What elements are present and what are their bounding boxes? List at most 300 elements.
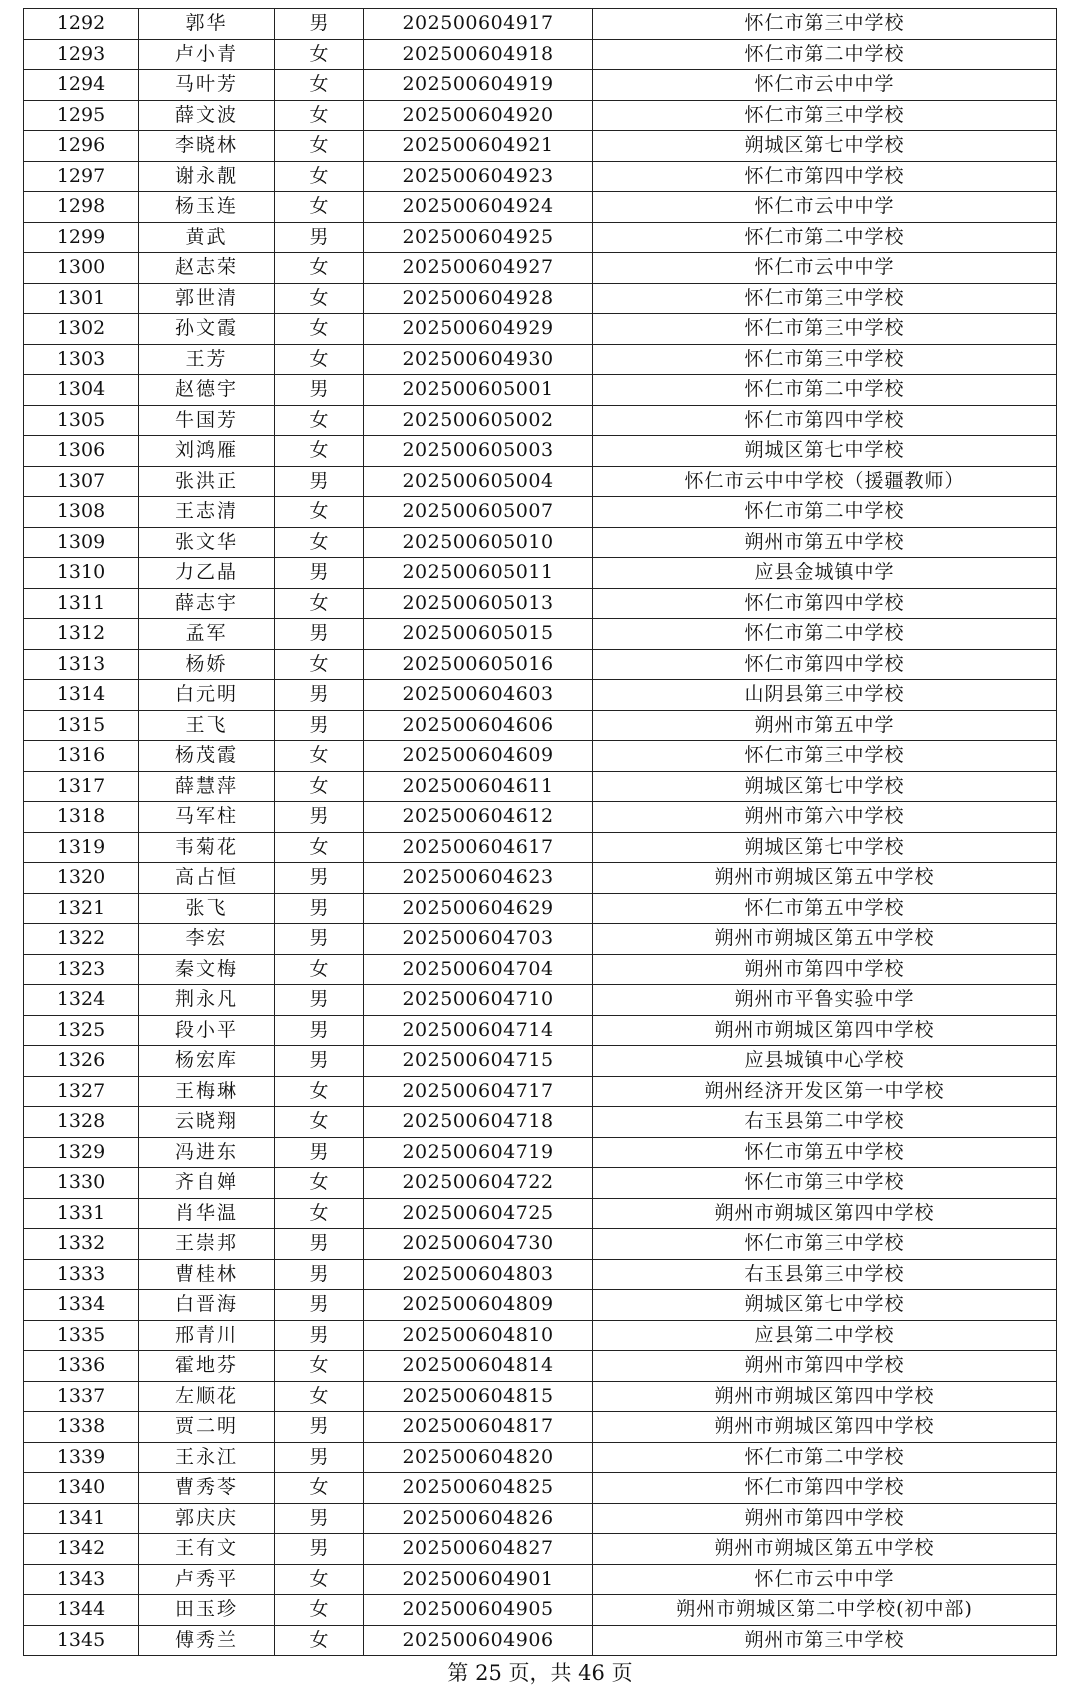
- school-cell: 朔州市朔城区第四中学校: [593, 1412, 1057, 1443]
- row-number-cell: 1320: [24, 863, 139, 894]
- row-number-cell: 1315: [24, 710, 139, 741]
- gender-cell: 男: [275, 1412, 364, 1443]
- row-number-cell: 1304: [24, 375, 139, 406]
- gender-cell: 男: [275, 619, 364, 650]
- name-text: 齐自婵: [174, 1171, 238, 1194]
- name-text: 卢小青: [174, 42, 238, 65]
- name-cell: [139, 985, 275, 1016]
- name-cell: [139, 527, 275, 558]
- name-text: 郭华: [185, 12, 228, 35]
- id-number-cell: 202500605010: [364, 527, 593, 558]
- gender-cell: 男: [275, 1015, 364, 1046]
- table-row: [24, 893, 1057, 924]
- name-text: 杨宏库: [174, 1049, 238, 1072]
- name-cell: [139, 436, 275, 467]
- row-number-cell: 1323: [24, 954, 139, 985]
- gender-cell: 男: [275, 9, 364, 40]
- row-number-cell: 1301: [24, 283, 139, 314]
- id-number-cell: 202500604820: [364, 1442, 593, 1473]
- row-number-cell: 1319: [24, 832, 139, 863]
- name-cell: [139, 832, 275, 863]
- row-number-cell: 1299: [24, 222, 139, 253]
- school-cell: 怀仁市第四中学校: [593, 1473, 1057, 1504]
- name-text: 力乙晶: [174, 561, 238, 584]
- row-number-cell: 1300: [24, 253, 139, 284]
- row-number-cell: 1298: [24, 192, 139, 223]
- id-number-cell: 202500604921: [364, 131, 593, 162]
- row-number-cell: 1314: [24, 680, 139, 711]
- gender-cell: 男: [275, 1503, 364, 1534]
- id-number-cell: 202500604725: [364, 1198, 593, 1229]
- name-text: 傅秀兰: [174, 1628, 238, 1651]
- name-text: 李晓林: [174, 134, 238, 157]
- table-row: [24, 741, 1057, 772]
- table-row: [24, 466, 1057, 497]
- name-text: 韦菊花: [174, 835, 238, 858]
- table-row: [24, 1168, 1057, 1199]
- school-cell: 怀仁市第三中学校: [593, 314, 1057, 345]
- school-cell: 朔州市朔城区第四中学校: [593, 1198, 1057, 1229]
- id-number-cell: 202500604810: [364, 1320, 593, 1351]
- table-row: [24, 1625, 1057, 1656]
- name-text: 张洪正: [174, 469, 238, 492]
- gender-cell: 女: [275, 1198, 364, 1229]
- id-number-cell: 202500604917: [364, 9, 593, 40]
- gender-cell: 女: [275, 70, 364, 101]
- id-number-cell: 202500604827: [364, 1534, 593, 1565]
- school-cell: 怀仁市第三中学校: [593, 283, 1057, 314]
- id-number-cell: 202500605011: [364, 558, 593, 589]
- id-number-cell: 202500604612: [364, 802, 593, 833]
- id-number-cell: 202500604704: [364, 954, 593, 985]
- gender-cell: 男: [275, 1137, 364, 1168]
- table-row: [24, 405, 1057, 436]
- name-cell: [139, 497, 275, 528]
- name-cell: [139, 1259, 275, 1290]
- row-number-cell: 1322: [24, 924, 139, 955]
- roster-table-body: [24, 9, 1057, 1656]
- id-number-cell: 202500604719: [364, 1137, 593, 1168]
- table-row: [24, 1229, 1057, 1260]
- row-number-cell: 1329: [24, 1137, 139, 1168]
- id-number-cell: 202500604710: [364, 985, 593, 1016]
- school-cell: 朔州市第三中学校: [593, 1625, 1057, 1656]
- school-cell: 应县第二中学校: [593, 1320, 1057, 1351]
- id-number-cell: 202500604623: [364, 863, 593, 894]
- row-number-cell: 1334: [24, 1290, 139, 1321]
- name-cell: [139, 649, 275, 680]
- row-number-cell: 1339: [24, 1442, 139, 1473]
- id-number-cell: 202500604609: [364, 741, 593, 772]
- id-number-cell: 202500604629: [364, 893, 593, 924]
- row-number-cell: 1297: [24, 161, 139, 192]
- row-number-cell: 1305: [24, 405, 139, 436]
- id-number-cell: 202500604929: [364, 314, 593, 345]
- school-cell: 朔州市朔城区第四中学校: [593, 1015, 1057, 1046]
- id-number-cell: 202500604925: [364, 222, 593, 253]
- row-number-cell: 1344: [24, 1595, 139, 1626]
- gender-cell: 女: [275, 253, 364, 284]
- name-cell: [139, 680, 275, 711]
- school-cell: 朔州市第五中学校: [593, 527, 1057, 558]
- name-cell: [139, 1595, 275, 1626]
- name-text: 赵德宇: [174, 378, 238, 401]
- name-cell: [139, 1046, 275, 1077]
- id-number-cell: 202500604722: [364, 1168, 593, 1199]
- school-cell: 怀仁市第四中学校: [593, 649, 1057, 680]
- name-cell: [139, 9, 275, 40]
- name-text: 曹桂林: [174, 1262, 238, 1285]
- name-cell: [139, 1473, 275, 1504]
- school-cell: 朔城区第七中学校: [593, 832, 1057, 863]
- table-row: [24, 100, 1057, 131]
- name-text: 王芳: [185, 347, 228, 370]
- row-number-cell: 1311: [24, 588, 139, 619]
- name-cell: [139, 1076, 275, 1107]
- table-row: [24, 131, 1057, 162]
- name-text: 王有文: [174, 1537, 238, 1560]
- name-text: 薛文波: [174, 103, 238, 126]
- table-row: [24, 39, 1057, 70]
- table-row: [24, 1473, 1057, 1504]
- id-number-cell: 202500604717: [364, 1076, 593, 1107]
- name-text: 曹秀苓: [174, 1476, 238, 1499]
- id-number-cell: 202500604714: [364, 1015, 593, 1046]
- table-row: [24, 1381, 1057, 1412]
- row-number-cell: 1332: [24, 1229, 139, 1260]
- id-number-cell: 202500604803: [364, 1259, 593, 1290]
- name-text: 张文华: [174, 530, 238, 553]
- name-cell: [139, 1168, 275, 1199]
- row-number-cell: 1309: [24, 527, 139, 558]
- school-cell: 怀仁市第三中学校: [593, 344, 1057, 375]
- school-cell: 朔州市朔城区第四中学校: [593, 1381, 1057, 1412]
- gender-cell: 男: [275, 863, 364, 894]
- name-cell: [139, 222, 275, 253]
- gender-cell: 男: [275, 558, 364, 589]
- school-cell: 怀仁市第三中学校: [593, 100, 1057, 131]
- row-number-cell: 1296: [24, 131, 139, 162]
- name-text: 云晓翔: [174, 1110, 238, 1133]
- name-cell: [139, 1412, 275, 1443]
- gender-cell: 男: [275, 802, 364, 833]
- table-row: [24, 1442, 1057, 1473]
- school-cell: 怀仁市第四中学校: [593, 405, 1057, 436]
- gender-cell: 男: [275, 222, 364, 253]
- name-cell: [139, 1107, 275, 1138]
- id-number-cell: 202500604718: [364, 1107, 593, 1138]
- name-text: 白晋海: [174, 1293, 238, 1316]
- table-row: [24, 1320, 1057, 1351]
- id-number-cell: 202500604923: [364, 161, 593, 192]
- gender-cell: 男: [275, 1442, 364, 1473]
- table-row: [24, 1107, 1057, 1138]
- id-number-cell: 202500604617: [364, 832, 593, 863]
- gender-cell: 女: [275, 283, 364, 314]
- id-number-cell: 202500604606: [364, 710, 593, 741]
- table-row: [24, 1015, 1057, 1046]
- name-cell: [139, 802, 275, 833]
- table-row: [24, 771, 1057, 802]
- table-row: [24, 710, 1057, 741]
- id-number-cell: 202500604930: [364, 344, 593, 375]
- table-row: [24, 1076, 1057, 1107]
- id-number-cell: 202500604809: [364, 1290, 593, 1321]
- school-cell: 朔州市平鲁实验中学: [593, 985, 1057, 1016]
- gender-cell: 女: [275, 1351, 364, 1382]
- school-cell: 朔州市朔城区第五中学校: [593, 863, 1057, 894]
- gender-cell: 男: [275, 680, 364, 711]
- name-text: 谢永靓: [174, 164, 238, 187]
- school-cell: 怀仁市第三中学校: [593, 1229, 1057, 1260]
- id-number-cell: 202500605004: [364, 466, 593, 497]
- school-cell: 怀仁市第五中学校: [593, 893, 1057, 924]
- gender-cell: 男: [275, 1046, 364, 1077]
- gender-cell: 女: [275, 527, 364, 558]
- id-number-cell: 202500604920: [364, 100, 593, 131]
- name-cell: [139, 863, 275, 894]
- name-cell: [139, 70, 275, 101]
- table-row: [24, 924, 1057, 955]
- school-cell: 朔城区第七中学校: [593, 771, 1057, 802]
- name-text: 孙文霞: [174, 317, 238, 340]
- table-row: [24, 802, 1057, 833]
- row-number-cell: 1293: [24, 39, 139, 70]
- school-cell: 朔州市第四中学校: [593, 1503, 1057, 1534]
- row-number-cell: 1342: [24, 1534, 139, 1565]
- name-text: 冯进东: [174, 1140, 238, 1163]
- name-text: 王飞: [185, 713, 228, 736]
- school-cell: 朔州经济开发区第一中学校: [593, 1076, 1057, 1107]
- gender-cell: 男: [275, 1534, 364, 1565]
- school-cell: 应县城镇中心学校: [593, 1046, 1057, 1077]
- name-cell: [139, 1290, 275, 1321]
- name-text: 肖华温: [174, 1201, 238, 1224]
- id-number-cell: 202500604928: [364, 283, 593, 314]
- name-text: 高占恒: [174, 866, 238, 889]
- gender-cell: 女: [275, 1381, 364, 1412]
- row-number-cell: 1325: [24, 1015, 139, 1046]
- name-text: 卢秀平: [174, 1567, 238, 1590]
- name-cell: [139, 1351, 275, 1382]
- id-number-cell: 202500604703: [364, 924, 593, 955]
- school-cell: 怀仁市第二中学校: [593, 619, 1057, 650]
- table-row: [24, 253, 1057, 284]
- row-number-cell: 1331: [24, 1198, 139, 1229]
- row-number-cell: 1343: [24, 1564, 139, 1595]
- gender-cell: 女: [275, 436, 364, 467]
- gender-cell: 女: [275, 192, 364, 223]
- table-row: [24, 680, 1057, 711]
- name-cell: [139, 558, 275, 589]
- table-row: [24, 1412, 1057, 1443]
- row-number-cell: 1326: [24, 1046, 139, 1077]
- school-cell: 朔州市朔城区第二中学校(初中部): [593, 1595, 1057, 1626]
- name-text: 郭庆庆: [174, 1506, 238, 1529]
- row-number-cell: 1306: [24, 436, 139, 467]
- name-cell: [139, 1442, 275, 1473]
- id-number-cell: 202500604814: [364, 1351, 593, 1382]
- name-text: 霍地芬: [174, 1354, 238, 1377]
- school-cell: 怀仁市第二中学校: [593, 1442, 1057, 1473]
- table-row: [24, 832, 1057, 863]
- row-number-cell: 1318: [24, 802, 139, 833]
- id-number-cell: 202500605007: [364, 497, 593, 528]
- id-number-cell: 202500604817: [364, 1412, 593, 1443]
- row-number-cell: 1317: [24, 771, 139, 802]
- table-row: [24, 1198, 1057, 1229]
- school-cell: 怀仁市第四中学校: [593, 161, 1057, 192]
- name-cell: [139, 375, 275, 406]
- gender-cell: 男: [275, 1229, 364, 1260]
- gender-cell: 女: [275, 39, 364, 70]
- row-number-cell: 1310: [24, 558, 139, 589]
- table-row: [24, 1564, 1057, 1595]
- id-number-cell: 202500605013: [364, 588, 593, 619]
- name-text: 王梅琳: [174, 1079, 238, 1102]
- gender-cell: 男: [275, 1320, 364, 1351]
- name-text: 荆永凡: [174, 988, 238, 1011]
- table-row: [24, 436, 1057, 467]
- name-cell: [139, 893, 275, 924]
- gender-cell: 男: [275, 985, 364, 1016]
- table-row: [24, 344, 1057, 375]
- gender-cell: 女: [275, 405, 364, 436]
- name-text: 马军柱: [174, 805, 238, 828]
- school-cell: 右玉县第二中学校: [593, 1107, 1057, 1138]
- table-row: [24, 1290, 1057, 1321]
- name-cell: [139, 619, 275, 650]
- table-row: [24, 70, 1057, 101]
- page-footer: 第 25 页，共 46 页: [447, 1661, 633, 1685]
- gender-cell: 女: [275, 131, 364, 162]
- table-row: [24, 1137, 1057, 1168]
- gender-cell: 女: [275, 1473, 364, 1504]
- name-text: 赵志荣: [174, 256, 238, 279]
- gender-cell: 女: [275, 649, 364, 680]
- table-row: [24, 161, 1057, 192]
- name-text: 孟军: [185, 622, 228, 645]
- gender-cell: 男: [275, 1290, 364, 1321]
- gender-cell: 女: [275, 344, 364, 375]
- school-cell: 朔州市第六中学校: [593, 802, 1057, 833]
- name-cell: [139, 283, 275, 314]
- table-row: [24, 1046, 1057, 1077]
- school-cell: 朔城区第七中学校: [593, 1290, 1057, 1321]
- name-cell: [139, 1198, 275, 1229]
- school-cell: 怀仁市云中中学: [593, 70, 1057, 101]
- table-row: [24, 1595, 1057, 1626]
- table-row: [24, 588, 1057, 619]
- row-number-cell: 1303: [24, 344, 139, 375]
- table-row: [24, 222, 1057, 253]
- school-cell: 朔州市第五中学: [593, 710, 1057, 741]
- gender-cell: 女: [275, 161, 364, 192]
- name-cell: [139, 1229, 275, 1260]
- gender-cell: 男: [275, 893, 364, 924]
- gender-cell: 男: [275, 375, 364, 406]
- name-cell: [139, 192, 275, 223]
- row-number-cell: 1328: [24, 1107, 139, 1138]
- name-text: 郭世清: [174, 286, 238, 309]
- name-cell: [139, 1625, 275, 1656]
- name-text: 王志清: [174, 500, 238, 523]
- row-number-cell: 1333: [24, 1259, 139, 1290]
- id-number-cell: 202500604603: [364, 680, 593, 711]
- name-cell: [139, 161, 275, 192]
- name-text: 黄武: [185, 225, 228, 248]
- name-text: 李宏: [185, 927, 228, 950]
- row-number-cell: 1312: [24, 619, 139, 650]
- id-number-cell: 202500604906: [364, 1625, 593, 1656]
- row-number-cell: 1340: [24, 1473, 139, 1504]
- row-number-cell: 1341: [24, 1503, 139, 1534]
- row-number-cell: 1294: [24, 70, 139, 101]
- school-cell: 怀仁市云中中学校（援疆教师）: [593, 466, 1057, 497]
- name-cell: [139, 588, 275, 619]
- name-cell: [139, 741, 275, 772]
- school-cell: 怀仁市第三中学校: [593, 9, 1057, 40]
- id-number-cell: 202500604901: [364, 1564, 593, 1595]
- table-row: [24, 985, 1057, 1016]
- school-cell: 怀仁市第二中学校: [593, 375, 1057, 406]
- table-row: [24, 192, 1057, 223]
- gender-cell: 女: [275, 588, 364, 619]
- gender-cell: 女: [275, 832, 364, 863]
- name-cell: [139, 924, 275, 955]
- school-cell: 怀仁市云中中学: [593, 253, 1057, 284]
- id-number-cell: 202500604815: [364, 1381, 593, 1412]
- gender-cell: 男: [275, 1259, 364, 1290]
- name-text: 杨玉连: [174, 195, 238, 218]
- id-number-cell: 202500605002: [364, 405, 593, 436]
- id-number-cell: 202500604825: [364, 1473, 593, 1504]
- gender-cell: 女: [275, 771, 364, 802]
- table-row: [24, 558, 1057, 589]
- name-text: 白元明: [174, 683, 238, 706]
- table-row: [24, 1503, 1057, 1534]
- row-number-cell: 1345: [24, 1625, 139, 1656]
- name-cell: [139, 100, 275, 131]
- name-text: 王永江: [174, 1445, 238, 1468]
- table-row: [24, 314, 1057, 345]
- table-row: [24, 375, 1057, 406]
- name-cell: [139, 1320, 275, 1351]
- name-text: 王崇邦: [174, 1232, 238, 1255]
- name-cell: [139, 1381, 275, 1412]
- row-number-cell: 1308: [24, 497, 139, 528]
- name-cell: [139, 253, 275, 284]
- id-number-cell: 202500604715: [364, 1046, 593, 1077]
- roster-table: [23, 8, 1057, 1656]
- table-row: [24, 1259, 1057, 1290]
- table-row: [24, 527, 1057, 558]
- school-cell: 朔州市第四中学校: [593, 1351, 1057, 1382]
- school-cell: 朔城区第七中学校: [593, 436, 1057, 467]
- id-number-cell: 202500604927: [364, 253, 593, 284]
- school-cell: 朔州市朔城区第五中学校: [593, 924, 1057, 955]
- school-cell: 怀仁市第二中学校: [593, 222, 1057, 253]
- name-text: 段小平: [174, 1018, 238, 1041]
- id-number-cell: 202500604924: [364, 192, 593, 223]
- row-number-cell: 1295: [24, 100, 139, 131]
- id-number-cell: 202500604905: [364, 1595, 593, 1626]
- name-text: 杨茂霞: [174, 744, 238, 767]
- table-row: [24, 9, 1057, 40]
- name-cell: [139, 466, 275, 497]
- row-number-cell: 1324: [24, 985, 139, 1016]
- name-text: 秦文梅: [174, 957, 238, 980]
